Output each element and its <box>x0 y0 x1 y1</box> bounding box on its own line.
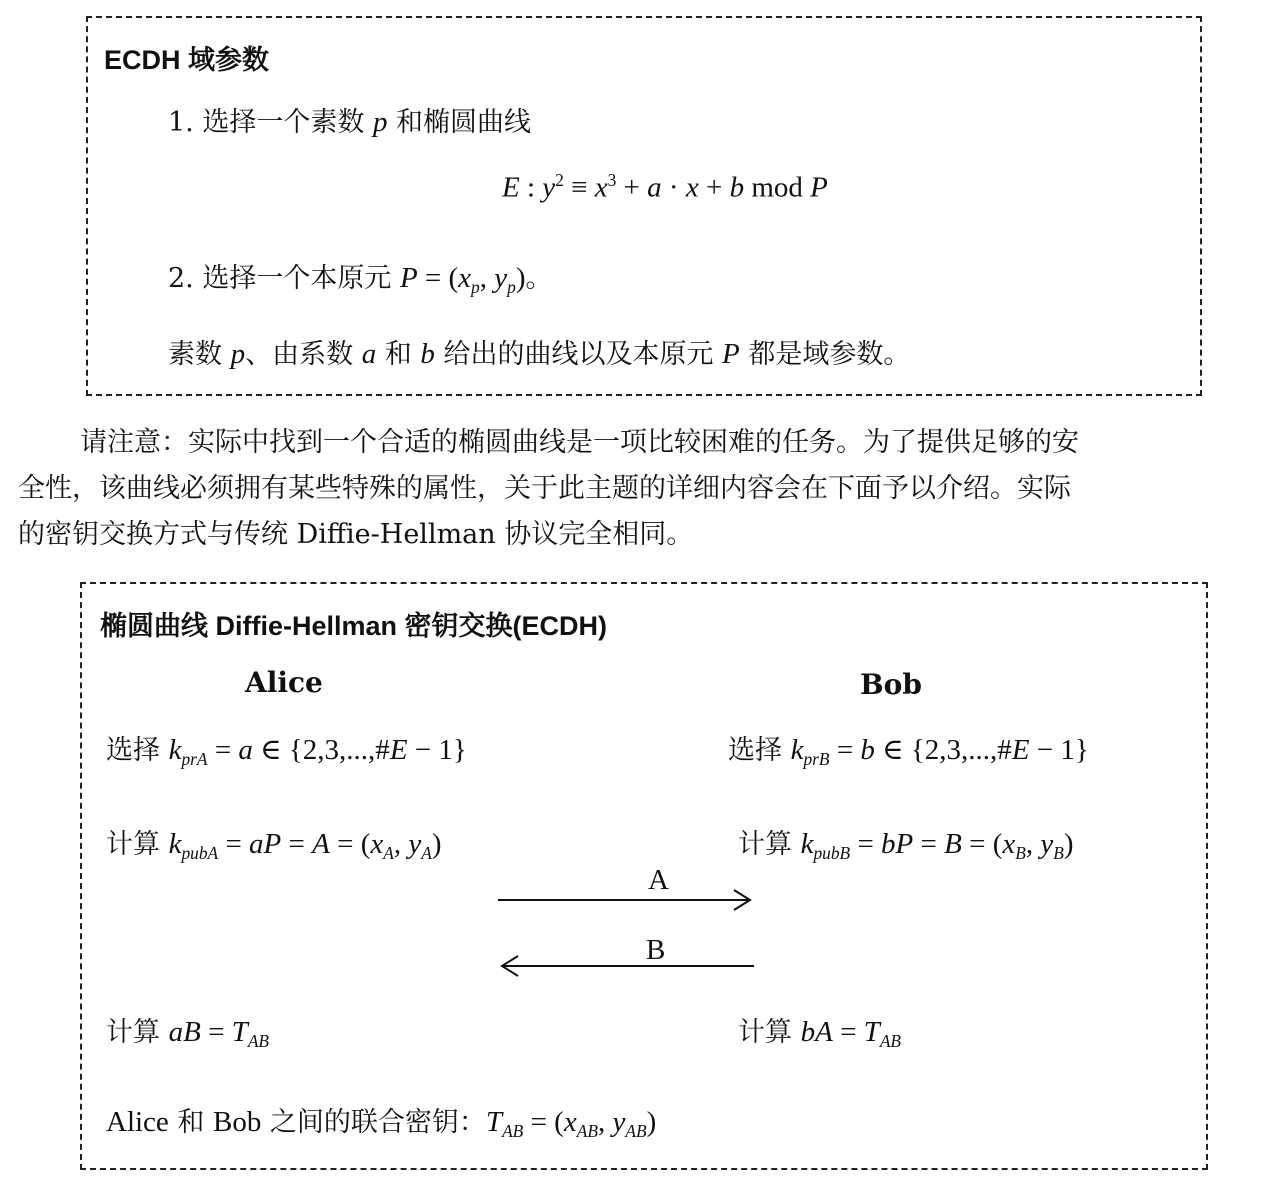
step-1 <box>168 100 531 139</box>
protocol-box-title: 椭圆曲线 Diffie-Hellman 密钥交换(ECDH) <box>100 611 608 641</box>
alice-final: 计算 aB = $T_{AB}$ <box>106 1016 270 1052</box>
arrow-left-label: B <box>646 934 666 966</box>
alice-label: Alice <box>245 666 323 699</box>
arrow-right-label: A <box>648 864 669 896</box>
bob-compute-public: 计算 $k_{pubB}$ = bP = $B = (x_B$, $y_B$) <box>738 828 1074 864</box>
step2-end: 。 <box>525 263 553 294</box>
alice-compute-public: 计算 $k_{pubA}$ = aP = $A = (x_A$, $y_A$) <box>106 828 442 864</box>
domain-box-title: ECDH 域参数 <box>104 45 270 75</box>
step2-prefix: 2. 选择一个本原元 <box>168 263 392 294</box>
note-paragraph <box>18 420 1264 558</box>
bob-label: Bob <box>860 668 922 701</box>
bob-choose: 选择 $k_{prB} = b$ ∈ {2,3,...,#E − 1} <box>728 734 1089 770</box>
joint-key: Alice 和 Bob 之间的联合密钥：$T_{AB} = (x_{AB}$, $y_{AB}$) <box>106 1106 657 1142</box>
paragraph-line-2: 全性，该曲线必须拥有某些特殊的属性，关于此主题的详细内容会在下面予以介绍。实际 <box>18 473 1071 504</box>
step1-suffix: 和椭圆曲线 <box>396 107 532 138</box>
step1-prefix: 1. 选择一个素数 <box>168 107 365 138</box>
arrow-left-icon <box>498 952 758 980</box>
domain-parameters-box <box>86 16 1202 396</box>
paragraph-line-1: 请注意：实际中找到一个合适的椭圆曲线是一项比较困难的任务。为了提供足够的安 <box>80 427 1079 458</box>
paragraph-line-3: 的密钥交换方式与传统 Diffie-Hellman 协议完全相同。 <box>18 519 694 550</box>
domain-summary: 素数 p、由系数 a 和 b 给出的曲线以及本原元 P 都是域参数。 <box>168 338 911 370</box>
bob-final: 计算 bA = $T_{AB}$ <box>738 1016 902 1052</box>
alice-choose: 选择 $k_{prA} = a$ ∈ {2,3,...,#E − 1} <box>106 734 467 770</box>
ecdh-protocol-box <box>80 582 1208 1170</box>
step1-var: p <box>372 106 388 138</box>
step2-math: $P = (x_p$, $y_p$) <box>399 262 526 298</box>
arrow-right-icon <box>496 886 756 914</box>
step-2 <box>168 256 553 298</box>
curve-equation: E : $y^2 \equiv x^3 + a \cdot x + b$ mod P <box>502 170 828 204</box>
